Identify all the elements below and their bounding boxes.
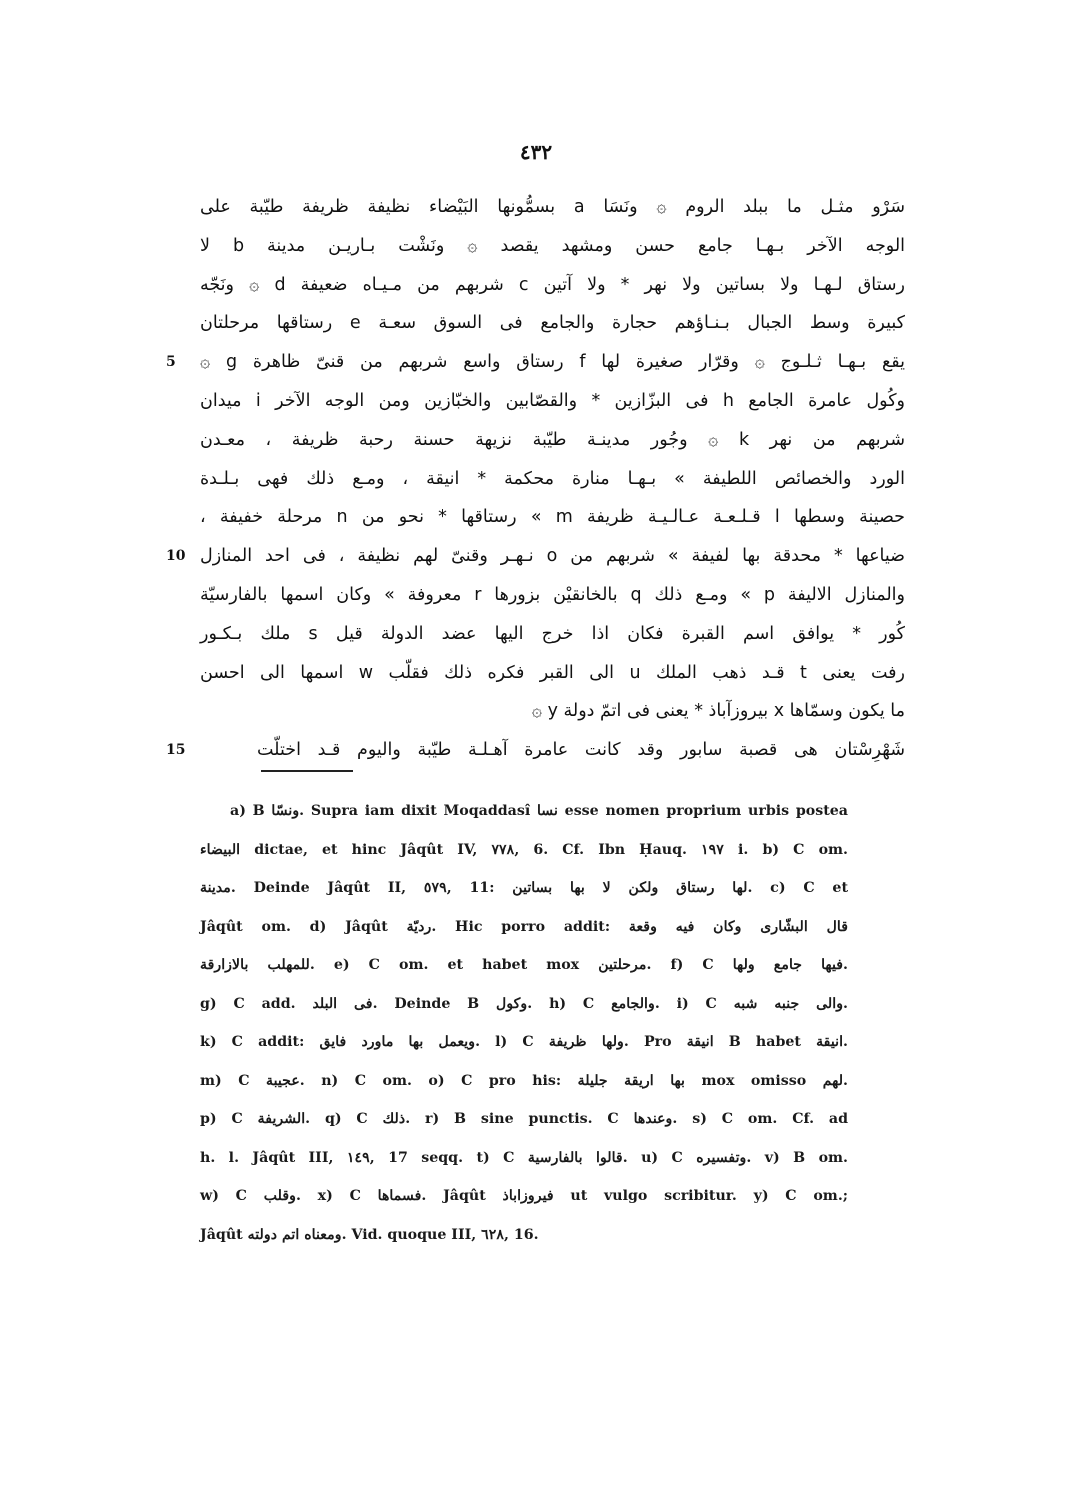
footnotes-block	[200, 792, 848, 1254]
arabic-line-text: شربهم من نهر k ۞ وجُور مدينـة طيّبة نزيهة حسنة رحبة ظريفة ، معـدن	[200, 429, 905, 450]
text-line	[200, 654, 905, 693]
footnote-line: Jâqût om. d) Jâqût رديّة. Hic porro addit: قال البشّارى وكان فيه وقعة	[200, 918, 848, 935]
arabic-line-text: سَرْو مثـل ما ببلد الروم ۞ ونَسَا a بسمُّونها البَيْضاء نظيفة ظريفة طيّبة على	[200, 197, 905, 217]
footnote-line: a) B ونسّا. Supra iam dixit Moqaddasî نسا esse nomen proprium urbis postea	[230, 803, 849, 819]
text-line	[200, 266, 905, 305]
arabic-line-text: شَهْرِسْتان هى قصبة سابور وقد كانت عامرة آهـلـة طيّبة واليوم قـد اختلّت	[257, 740, 905, 761]
text-line	[200, 304, 905, 343]
footnote-line: g) C add. فى البلد. Deinde B وكول. h) C والجامع. i) C والى جنبه شبه.	[200, 995, 848, 1012]
text-line	[200, 615, 905, 654]
footnote-line: w) C وقلب. x) C فسماها. Jâqût فيروزاباذ ut vulgo scribitur. y) C om.;	[200, 1188, 848, 1204]
text-line	[166, 343, 905, 382]
arabic-line-text: يقع بـهـا ثـلـوج ۞ وقرّار صغيرة لها f رستاق واسع شربهم من قنىّ ظاهرة g ۞	[200, 352, 905, 373]
footnote-line: p) C الشريفة. q) C ذلك. r) B sine punctis. C وعندها. s) C om. Cf. ad	[200, 1111, 849, 1127]
footnote-line: h. l. Jâqût III, ١٤٩, 17 seqq. t) C قالوا بالفارسية. u) C وتفسيره. v) B om.	[200, 1149, 848, 1166]
text-line	[166, 731, 905, 770]
arabic-line-text: الورد والخصائص اللطيفة » بـهـا منارة محكمة * انيقة ، ومـع ذلك فهى بـلـدة	[200, 468, 905, 489]
line-number: 15	[166, 742, 186, 759]
footnote-line: مدينة. Deinde Jâqût II, ٥٧٩, 11: لها رستاق ولكن لا بها بساتين. c) C et	[200, 880, 848, 896]
text-line	[200, 421, 905, 460]
arabic-line-text: كبيرة وسط الجبال بـنـاؤهم حجارة والجامع فى السوق سعـة e رستاقها مرحلتان	[200, 313, 905, 334]
arabic-line-text: حصينة وسطها l قـلـعـة عـالـيـة ظريفة m » رستاقها * نحو من n مرحلة خفيفة ،	[200, 507, 906, 528]
footnote-line: Jâqût ومعناه اتم دولته. Vid. quoque III, ٦٢٨, 16.	[200, 1226, 539, 1243]
arabic-line-text: ما يكون وسمّاها x بيروزآباذ * يعنى فى اتمّ دولة y ۞	[531, 701, 905, 722]
arabic-line-text: والمنازل الاليفة p » ومـع ذلك q بالخانقيْن بزورها r معروفة » وكان اسمها بالفارسيّة	[200, 584, 905, 605]
arabic-line-text: كُور * يوافق اسم القبرة فكان اذا خرج اليها عضد الدولة قيل s ملك بـكـور	[200, 623, 905, 644]
text-line	[200, 227, 905, 266]
arabic-text-block	[166, 188, 906, 770]
text-line	[200, 188, 905, 227]
arabic-line-text: رفت يعنى t قـد ذهب الملك u الى القبر فكره ذلك فقلّب w اسمها الى احسن	[200, 662, 905, 683]
footnote-line: البيضاء dictae, et hinc Jâqût IV, ٧٧٨, 6. Cf. Ibn Ḥauq. ١٩٧ i. b) C om.	[200, 841, 848, 858]
line-number: 5	[166, 354, 176, 371]
text-line	[200, 498, 905, 537]
arabic-line-text: رستاق لـهـا ولا بساتين ولا نهر * ولا آتين c شربهم من مـيـاه ضعيفة d ۞ ونَجّه	[200, 274, 906, 295]
text-line	[200, 460, 905, 499]
line-number: 10	[166, 548, 186, 565]
page-number: ٤٣٢	[519, 140, 553, 164]
arabic-line-text: وكُول عامرة الجامع h فى البزّازين * والقصّابين والخبّازين ومن الوجه الآخر i ميدان	[200, 390, 905, 411]
footnote-line: m) C عجيبة. n) C om. o) C pro his: بها اريقة جليلة mox omisso لهم.	[200, 1072, 848, 1089]
arabic-line-text: الوجه الآخر بـهـا جامع حسن ومشهد يقصد ۞ ونَشْت بـاريـن مدينة b لا	[200, 235, 906, 256]
footnote-line: للمهلب بالازارقة. e) C om. et habet mox مرحلتين. f) C فيها جامع ولها.	[200, 957, 848, 973]
footnote-separator-rule	[261, 770, 353, 772]
footnote-line: k) C addit: ويعمل بها ماورد فايق. l) C ولها ظريفة. Pro انيقة B habet انيقة.	[200, 1034, 848, 1050]
text-line	[200, 576, 905, 615]
text-line	[166, 537, 905, 576]
text-line	[200, 692, 905, 731]
arabic-line-text: ضياعها * محدقة بها لفيفة » شربهم من o نـهـر وقنىّ لهم نظيفة ، فى احد المنازل	[200, 546, 905, 567]
text-line	[200, 382, 905, 421]
